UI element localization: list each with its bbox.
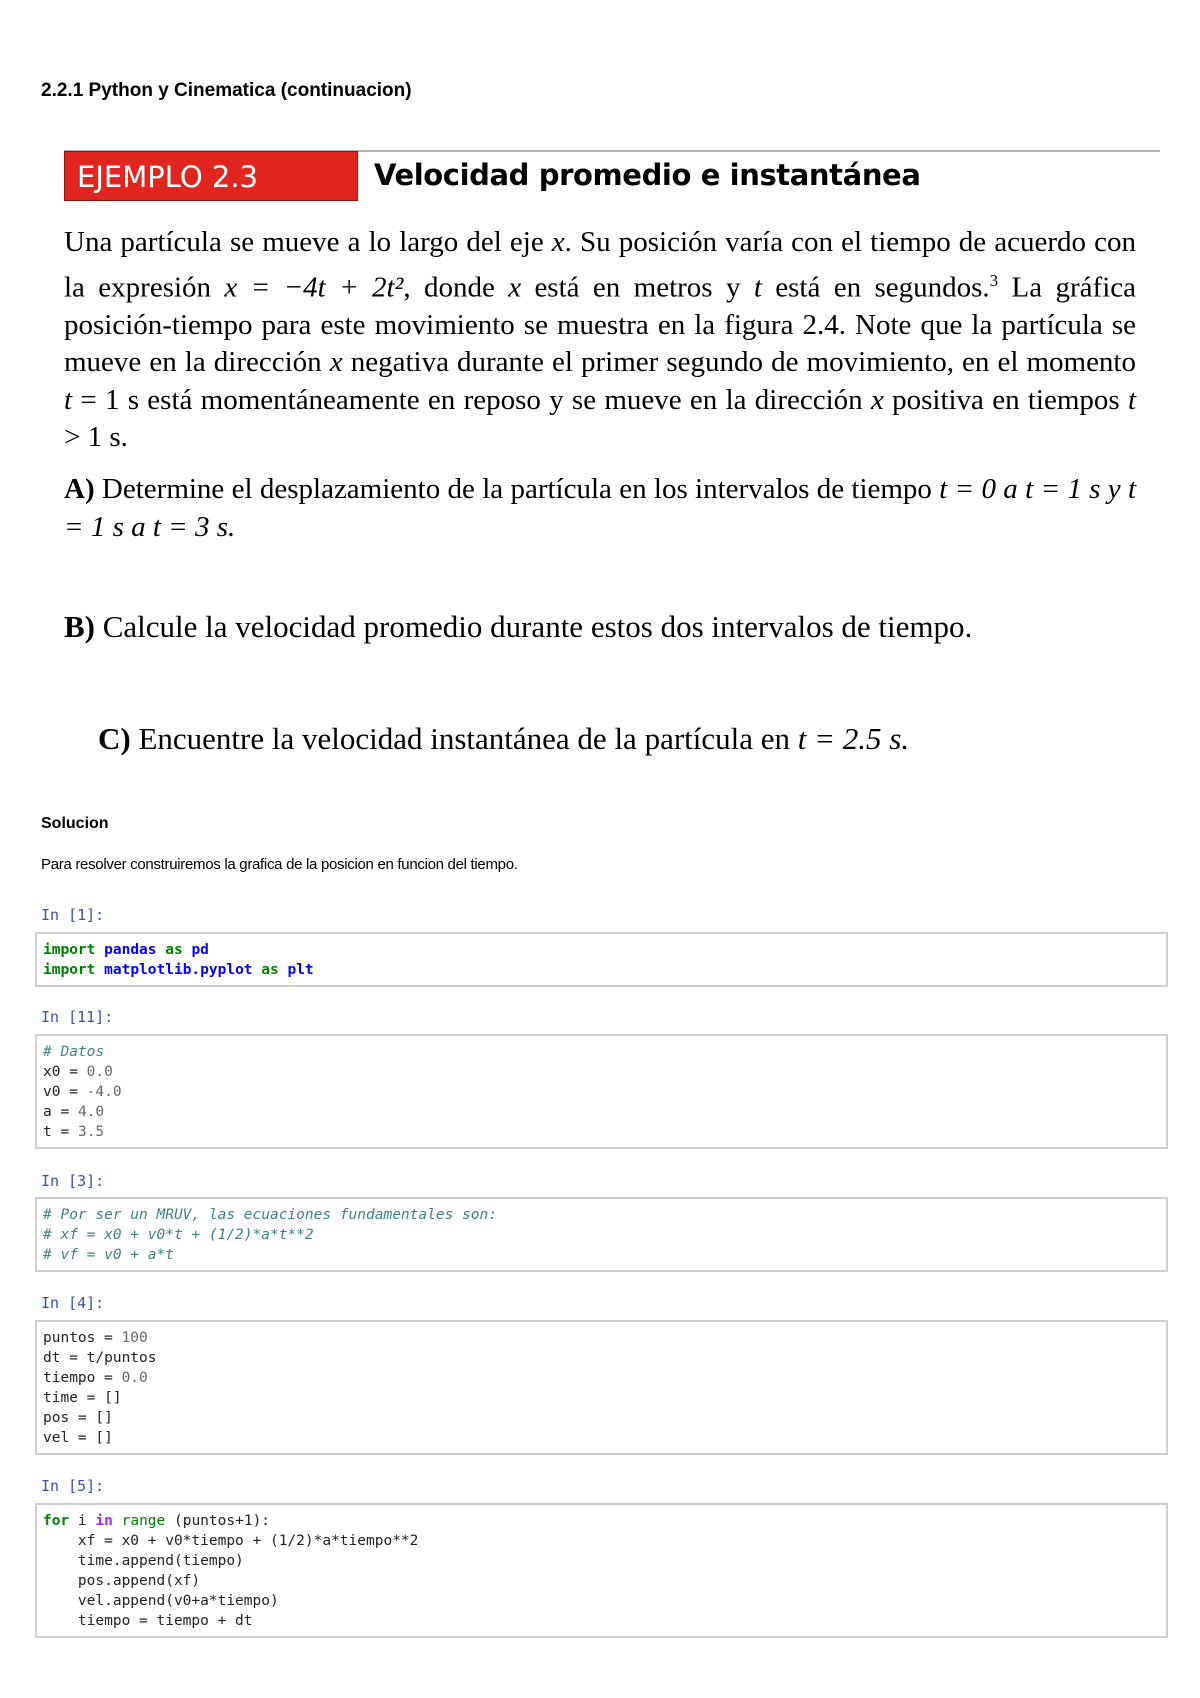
statement-text: = 1 s está momentáneamente en reposo y se mueve en la dirección: [72, 383, 871, 416]
statement-text: . Su posición varía con el tiempo de acuerdo con la expresión: [64, 226, 1136, 304]
part-math: t = 0 a t = 1 s y t = 1 s a t = 3 s.: [64, 473, 1137, 543]
cell-prompt: In [4]:: [41, 1294, 105, 1312]
section-heading: 2.2.1 Python y Cinematica (continuacion): [41, 80, 412, 101]
var-x: x: [551, 226, 565, 258]
statement-text: > 1 s.: [64, 421, 128, 454]
code-cell[interactable]: [35, 1503, 1168, 1638]
code: for i in range (puntos+1): xf = x0 + v0*tiempo + (1/2)*a*tiempo**2 time.append(tiempo) pos.append(xf) vel.append(v0+a*tiempo) tiempo = tiempo + dt: [43, 1513, 419, 1629]
var-t: t: [1127, 383, 1137, 416]
statement-text: negativa durante el primer segundo de movimiento, en el momento: [342, 346, 1136, 379]
example-title: Velocidad promedio e instantánea: [374, 158, 921, 192]
statement-text: está en metros y: [521, 271, 754, 304]
solution-text: Para resolver construiremos la grafica de la posicion en funcion del tiempo.: [41, 856, 518, 873]
position-expression: x = −4t + 2t²: [224, 271, 404, 304]
solution-title: Solucion: [41, 815, 109, 832]
part-letter: C): [98, 721, 131, 756]
example-badge: EJEMPLO 2.3: [64, 151, 358, 201]
part-a: [64, 470, 1136, 546]
var-x: x: [508, 271, 522, 304]
part-b: [64, 608, 972, 646]
code-cell[interactable]: [35, 932, 1168, 987]
cell-prompt: In [3]:: [41, 1172, 105, 1190]
var-x: x: [329, 346, 343, 379]
var-t: t: [64, 383, 73, 416]
footnote-marker: 3: [989, 270, 999, 290]
statement-text: está en segundos.: [761, 271, 990, 304]
part-text: Determine el desplazamiento de la partícula en los intervalos de tiempo: [94, 473, 940, 505]
cell-prompt: In [11]:: [41, 1008, 114, 1026]
statement-text: Una partícula se mueve a lo largo del eje: [64, 226, 552, 258]
var-x: x: [870, 383, 884, 416]
part-text: Encuentre la velocidad instantánea de la partícula en: [130, 721, 798, 756]
part-math: t = 2.5 s.: [797, 721, 910, 756]
cell-prompt: In [5]:: [41, 1477, 105, 1495]
code: puntos = 100 dt = t/puntos tiempo = 0.0 time = [] pos = [] vel = []: [43, 1330, 157, 1446]
code: # Por ser un MRUV, las ecuaciones fundamentales son: # xf = x0 + v0*t + (1/2)*a*t**2 # vf = v0 + a*t: [43, 1207, 497, 1263]
code-cell[interactable]: [35, 1034, 1168, 1149]
part-letter: A): [64, 473, 95, 505]
var-t: t: [753, 271, 762, 304]
statement-text: La gráfica posición-tiempo para este movimiento se muestra en la figura 2.4. Note que la partícula se mueve en la dirección: [64, 271, 1136, 379]
example-statement: [64, 224, 1136, 457]
statement-text: , donde: [403, 271, 509, 304]
code-cell[interactable]: [35, 1197, 1168, 1272]
part-text: Calcule la velocidad promedio durante estos dos intervalos de tiempo.: [95, 609, 973, 644]
part-letter: B): [64, 609, 95, 644]
code-cell[interactable]: [35, 1320, 1168, 1455]
cell-prompt: In [1]:: [41, 906, 105, 924]
statement-text: positiva en tiempos: [883, 383, 1128, 416]
code: import pandas as pd import matplotlib.pyplot as plt: [43, 942, 314, 978]
part-c: [98, 720, 909, 758]
code: # Datos x0 = 0.0 v0 = -4.0 a = 4.0 t = 3.5: [43, 1044, 122, 1140]
